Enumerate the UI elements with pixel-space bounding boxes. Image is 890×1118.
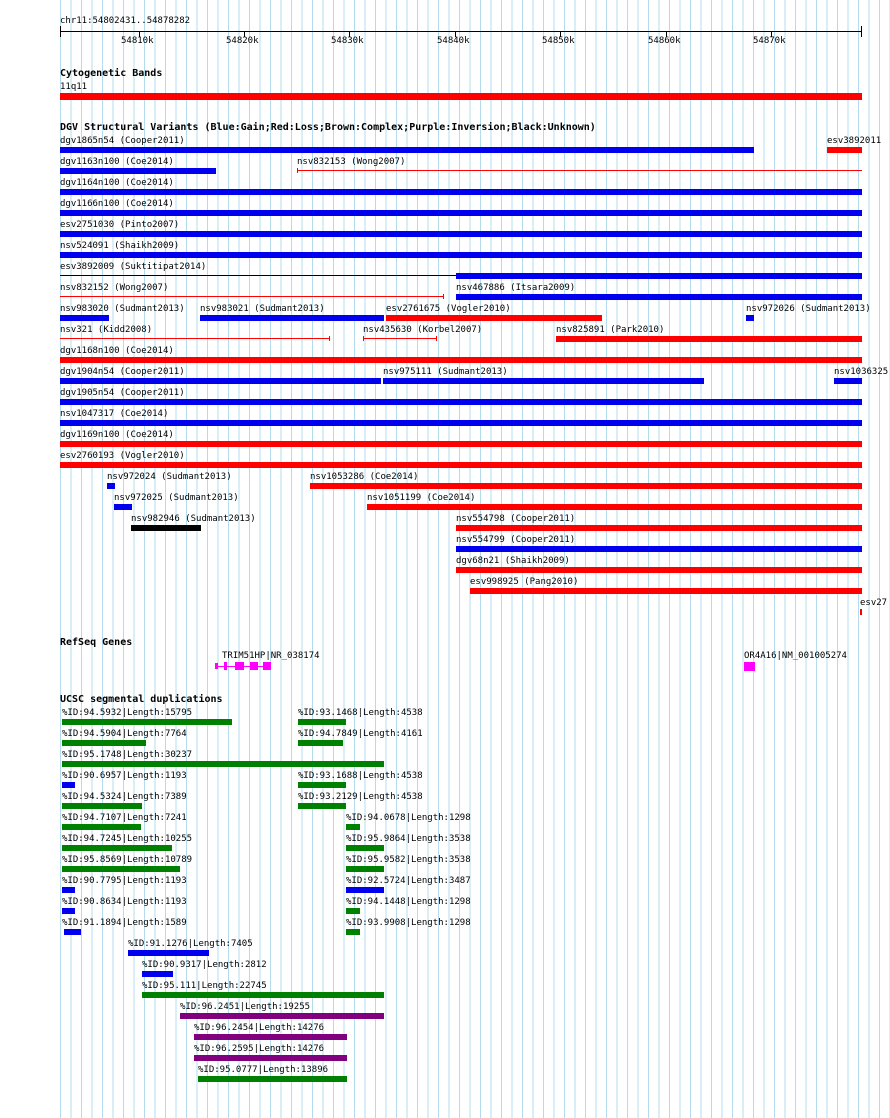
dgv-feature-loss[interactable] [60,441,862,447]
dgv-feature-label: nsv554799 (Cooper2011) [456,535,576,545]
segdup-feature[interactable] [346,824,360,830]
segdup-feature[interactable] [346,887,384,893]
dgv-feature-label: dgv1163n100 (Coe2014) [60,157,174,167]
segdup-label: %ID:90.9317|Length:2812 [142,960,267,970]
dgv-feature-gain[interactable] [60,252,862,258]
segdup-label: %ID:94.7245|Length:10255 [62,834,193,844]
dgv-feature-gain[interactable] [107,483,115,489]
dgv-feature-label: esv2761675 (Vogler2010) [386,304,511,314]
segdup-feature[interactable] [142,992,384,998]
dgv-feature-end-cap [443,294,444,299]
dgv-feature-label: esv3892009 (Suktitipat2014) [60,262,207,272]
ruler-tick-label: 54860k [648,36,681,46]
track-title-cytobands: Cytogenetic Bands [60,68,163,79]
segdup-feature[interactable] [62,887,75,893]
dgv-feature-gain[interactable] [383,378,704,384]
dgv-feature-end-cap [436,336,437,341]
segdup-label: %ID:93.1468|Length:4538 [298,708,423,718]
track-title-segdups: UCSC segmental duplications [60,694,223,705]
dgv-feature-label: nsv524091 (Shaikh2009) [60,241,180,251]
segdup-label: %ID:95.9864|Length:3538 [346,834,471,844]
ruler-position: chr11:54802431..54878282 [60,16,191,26]
gene-model-or4a16[interactable] [744,662,755,671]
dgv-feature-label: nsv825891 (Park2010) [556,325,665,335]
dgv-feature-label: nsv1053286 (Coe2014) [310,472,419,482]
segdup-feature[interactable] [64,929,81,935]
dgv-feature-gain[interactable] [60,231,862,237]
gene-exon [224,662,227,670]
dgv-feature-label: dgv1904n54 (Cooper2011) [60,367,185,377]
dgv-feature-label: dgv68n21 (Shaikh2009) [456,556,570,566]
dgv-feature-gain[interactable] [114,504,132,510]
segdup-feature[interactable] [180,1013,384,1019]
dgv-feature-unknown[interactable] [131,525,201,531]
dgv-feature-label: nsv467886 (Itsara2009) [456,283,576,293]
segdup-feature[interactable] [194,1034,347,1040]
ruler-tick-label: 54830k [331,36,364,46]
gene-exon [250,662,258,670]
segdup-label: %ID:95.1748|Length:30237 [62,750,193,760]
dgv-feature-loss[interactable] [60,357,862,363]
segdup-feature[interactable] [62,866,180,872]
dgv-feature-label: nsv1047317 (Coe2014) [60,409,169,419]
segdup-feature[interactable] [62,824,141,830]
cytoband-label: 11q11 [60,82,88,92]
segdup-feature[interactable] [62,803,142,809]
dgv-feature-label: nsv983021 (Sudmant2013) [200,304,325,314]
segdup-label: %ID:94.5932|Length:15795 [62,708,193,718]
dgv-feature-label: dgv1865n54 (Cooper2011) [60,136,185,146]
segdup-label: %ID:94.7107|Length:7241 [62,813,187,823]
segdup-feature[interactable] [346,929,360,935]
ruler-line [60,31,862,32]
segdup-label: %ID:96.2595|Length:14276 [194,1044,325,1054]
dgv-feature-gain[interactable] [60,147,754,153]
dgv-feature-gain[interactable] [60,168,216,174]
segdup-label: %ID:91.1894|Length:1589 [62,918,187,928]
dgv-feature-label: nsv1036325 [834,367,889,377]
segdup-feature[interactable] [62,719,232,725]
segdup-feature[interactable] [198,1076,347,1082]
dgv-feature-gain[interactable] [60,399,862,405]
segdup-label: %ID:96.2451|Length:19255 [180,1002,311,1012]
dgv-feature-loss-line[interactable] [363,338,437,339]
dgv-feature-label: nsv1051199 (Coe2014) [367,493,476,503]
dgv-feature-loss-line[interactable] [60,296,444,297]
segdup-feature[interactable] [62,761,384,767]
segdup-feature[interactable] [298,782,346,788]
ruler-left-end [60,26,61,37]
dgv-feature-label: nsv975111 (Sudmant2013) [383,367,508,377]
dgv-feature-gain[interactable] [456,273,862,279]
segdup-feature[interactable] [298,803,346,809]
dgv-feature-gain[interactable] [60,420,862,426]
segdup-label: %ID:91.1276|Length:7405 [128,939,253,949]
segdup-feature[interactable] [298,719,346,725]
dgv-feature-label: esv2751030 (Pinto2007) [60,220,180,230]
segdup-feature[interactable] [128,950,209,956]
dgv-feature-gain[interactable] [834,378,862,384]
dgv-feature-loss[interactable] [60,462,862,468]
ruler-tick-label: 54850k [542,36,575,46]
dgv-feature-label: esv2760193 (Vogler2010) [60,451,185,461]
segdup-feature[interactable] [62,782,75,788]
segdup-label: %ID:94.7849|Length:4161 [298,729,423,739]
segdup-label: %ID:95.8569|Length:10789 [62,855,193,865]
segdup-label: %ID:94.5904|Length:7764 [62,729,187,739]
dgv-feature-label: dgv1168n100 (Coe2014) [60,346,174,356]
segdup-label: %ID:94.1448|Length:1298 [346,897,471,907]
dgv-feature-gain[interactable] [60,189,862,195]
gene-exon [215,663,218,669]
gene-label: TRIM51HP|NR_038174 [222,651,320,661]
gene-label: OR4A16|NM_001005274 [744,651,847,661]
segdup-label: %ID:90.6957|Length:1193 [62,771,187,781]
dgv-feature-label: nsv972024 (Sudmant2013) [107,472,232,482]
segdup-label: %ID:93.9908|Length:1298 [346,918,471,928]
segdup-label: %ID:95.0777|Length:13896 [198,1065,329,1075]
dgv-feature-loss[interactable] [310,483,862,489]
dgv-feature-label: dgv1905n54 (Cooper2011) [60,388,185,398]
segdup-label: %ID:93.2129|Length:4538 [298,792,423,802]
dgv-feature-label: esv3892011 [827,136,882,146]
dgv-feature-label: nsv321 (Kidd2008) [60,325,153,335]
segdup-label: %ID:94.0678|Length:1298 [346,813,471,823]
dgv-feature-loss[interactable] [456,567,862,573]
dgv-feature-gain[interactable] [60,315,109,321]
ruler-tick-label: 54840k [437,36,470,46]
ruler-right-end [861,26,862,37]
cytoband-bar[interactable] [60,93,862,100]
dgv-feature-end-cap [363,336,364,341]
dgv-feature-end-cap [329,336,330,341]
segdup-label: %ID:90.7795|Length:1193 [62,876,187,886]
dgv-feature-loss[interactable] [860,609,862,615]
dgv-feature-loss-line[interactable] [60,338,330,339]
dgv-feature-gain[interactable] [200,315,384,321]
dgv-feature-gain[interactable] [456,546,862,552]
segdup-feature[interactable] [62,908,75,914]
dgv-feature-label: esv998925 (Pang2010) [470,577,579,587]
gene-exon [235,662,244,670]
dgv-feature-label: nsv972025 (Sudmant2013) [114,493,239,503]
segdup-feature[interactable] [346,845,384,851]
ruler-tick-label: 54820k [226,36,259,46]
dgv-feature-gain[interactable] [60,378,381,384]
segdup-label: %ID:93.1688|Length:4538 [298,771,423,781]
dgv-feature-label: nsv832152 (Wong2007) [60,283,169,293]
segdup-label: %ID:96.2454|Length:14276 [194,1023,325,1033]
dgv-feature-label: dgv1164n100 (Coe2014) [60,178,174,188]
gene-exon [263,662,271,670]
segdup-label: %ID:90.8634|Length:1193 [62,897,187,907]
segdup-feature[interactable] [346,866,384,872]
dgv-feature-label: nsv972026 (Sudmant2013) [746,304,871,314]
segdup-feature[interactable] [62,740,146,746]
dgv-feature-loss[interactable] [367,504,862,510]
segdup-feature[interactable] [298,740,343,746]
track-title-dgv: DGV Structural Variants (Blue:Gain;Red:Loss;Brown:Complex;Purple:Inversion;Black:Unknown) [60,122,596,133]
ruler-tick-label: 54810k [121,36,154,46]
dgv-feature-gain[interactable] [60,210,862,216]
dgv-feature-loss-line[interactable] [297,170,862,171]
dgv-feature-loss[interactable] [827,147,862,153]
dgv-feature-label: nsv983020 (Sudmant2013) [60,304,185,314]
dgv-feature-label: nsv832153 (Wong2007) [297,157,406,167]
segdup-label: %ID:95.9582|Length:3538 [346,855,471,865]
ruler-tick-label: 54870k [753,36,786,46]
segdup-feature[interactable] [62,845,172,851]
segdup-label: %ID:95.111|Length:22745 [142,981,267,991]
dgv-feature-label: esv27 [860,598,888,608]
dgv-feature-loss[interactable] [470,588,862,594]
dgv-feature-end-cap [297,168,298,173]
segdup-feature[interactable] [346,908,360,914]
track-title-refseq: RefSeq Genes [60,637,133,648]
dgv-feature-gain[interactable] [746,315,754,321]
dgv-feature-loss[interactable] [556,336,862,342]
segdup-feature[interactable] [194,1055,347,1061]
dgv-feature-loss[interactable] [456,525,862,531]
dgv-feature-label: dgv1169n100 (Coe2014) [60,430,174,440]
segdup-feature[interactable] [142,971,173,977]
dgv-feature-label: nsv982946 (Sudmant2013) [131,514,256,524]
dgv-feature-gain[interactable] [456,294,862,300]
dgv-feature-label: dgv1166n100 (Coe2014) [60,199,174,209]
segdup-label: %ID:94.5324|Length:7389 [62,792,187,802]
dgv-feature-label: nsv554798 (Cooper2011) [456,514,576,524]
dgv-feature-loss[interactable] [386,315,602,321]
segdup-label: %ID:92.5724|Length:3487 [346,876,471,886]
dgv-feature-label: nsv435630 (Korbel2007) [363,325,483,335]
dgv-feature-unknown-line[interactable] [60,275,456,276]
